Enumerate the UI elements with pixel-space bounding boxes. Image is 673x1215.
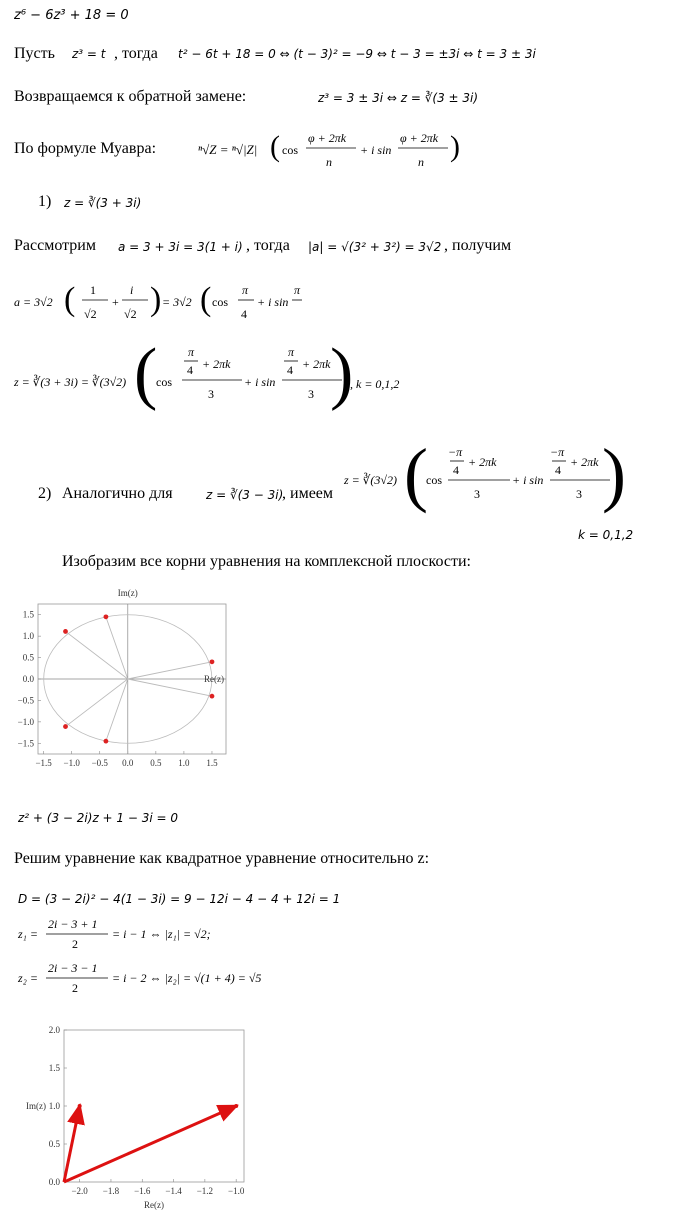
moivre-num-2: φ + 2πk <box>400 131 439 145</box>
svg-text:): ) <box>150 281 162 318</box>
case1-label: 1) <box>38 193 52 210</box>
x-tick-label: 1.5 <box>206 758 218 768</box>
svg-text:+ 2πk: + 2πk <box>468 455 497 469</box>
y-tick-label: 0.5 <box>22 652 34 663</box>
root-point <box>210 659 215 664</box>
svg-text:+ 2πk: + 2πk <box>570 455 599 469</box>
root-point <box>104 739 109 744</box>
y-tick-label: −1.0 <box>17 716 34 727</box>
x-tick-label: 0.5 <box>150 758 162 768</box>
x-tick-label: −1.5 <box>35 758 52 768</box>
svg-text:cos: cos <box>212 295 228 309</box>
svg-text:(: ( <box>404 442 428 514</box>
case2-k-range: k = 0,1,2 <box>578 528 634 542</box>
case2-math: z = ∛(3 − 3i) <box>206 488 284 502</box>
x-axis-label: Re(z) <box>204 674 224 684</box>
svg-text:+ i sin: + i sin <box>244 375 276 389</box>
consider-text: Рассмотрим <box>14 237 96 254</box>
consider-get: , получим <box>444 237 512 254</box>
svg-text:1: 1 <box>90 283 96 297</box>
svg-text:4: 4 <box>241 307 247 321</box>
svg-text:= i − 2 ⇔ |z₂| = √(1 + 4) =: = i − 2 ⇔ |z₂| = √(1 + 4) = √5 <box>112 971 262 985</box>
equation-1: z⁶ − 6z³ + 18 = 0 <box>14 8 129 23</box>
svg-text:π: π <box>294 283 301 297</box>
svg-text:2i − 3 − 1: 2i − 3 − 1 <box>48 961 98 975</box>
svg-text:4: 4 <box>453 463 459 477</box>
svg-text:z = ∛(3 + 3i) = ∛(3√2): z = ∛(3 + 3i) = ∛(3√2) <box>14 375 127 389</box>
y-tick-label: −1.5 <box>17 738 34 749</box>
y-axis-label: Im(z) <box>117 588 138 598</box>
root-point <box>63 724 68 729</box>
moivre-formula <box>196 126 466 174</box>
x-tick-label: −1.2 <box>196 1186 214 1196</box>
root-ray <box>65 631 127 679</box>
x-tick-label: 1.0 <box>178 758 190 768</box>
trig-form <box>12 278 302 328</box>
svg-text:(: ( <box>64 281 76 318</box>
return-text: Возвращаемся к обратной замене: <box>14 88 247 105</box>
case1-math: z = ∛(3 + 3i) <box>64 196 142 210</box>
svg-text:+: + <box>112 295 119 309</box>
y-tick-label: 0.5 <box>48 1139 60 1149</box>
moivre-den-2: n <box>418 155 424 169</box>
svg-text:4: 4 <box>287 363 293 377</box>
modulus-math: |a| = √(3² + 3²) = 3√2 <box>308 240 442 254</box>
svg-text:ⁿ√Z = ⁿ√|Z|: ⁿ√Z = ⁿ√|Z| <box>198 142 258 157</box>
svg-text:3: 3 <box>308 387 314 401</box>
svg-text:+ i sin: + i sin <box>512 473 544 487</box>
svg-text:+ 2πk: + 2πk <box>302 357 331 371</box>
svg-text:z₂ =: z₂ = <box>18 971 38 985</box>
solve-text: Решим уравнение как квадратное уравнение относительно z: <box>14 850 430 867</box>
svg-text:π: π <box>288 345 295 359</box>
svg-text:z = ∛(3√2): z = ∛(3√2) <box>344 473 397 487</box>
root-ray <box>106 617 128 679</box>
substitution-text: Пусть <box>14 45 55 62</box>
svg-text:(: ( <box>270 130 280 163</box>
svg-text:): ) <box>450 130 460 163</box>
svg-text:): ) <box>602 442 626 514</box>
vector-endpoint <box>78 1104 82 1108</box>
moivre-num-1: φ + 2πk <box>308 131 347 145</box>
y-tick-label: 2.0 <box>48 1025 60 1035</box>
root-point <box>210 694 215 699</box>
substitution-then: , тогда <box>114 45 158 62</box>
root-ray <box>128 662 212 679</box>
discriminant: D = (3 − 2i)² − 4(1 − 3i) = 9 − 12i − 4 − 4 + 12i = 1 <box>18 892 341 906</box>
svg-text:4: 4 <box>555 463 561 477</box>
svg-text:+ 2πk: + 2πk <box>202 357 231 371</box>
x-tick-label: −1.8 <box>102 1186 120 1196</box>
svg-text:3: 3 <box>576 487 582 501</box>
substitution-math: z³ = t <box>72 47 106 61</box>
consider-math: a = 3 + 3i = 3(1 + i) <box>118 240 243 254</box>
root-ray <box>128 679 212 696</box>
x-tick-label: −1.0 <box>228 1186 245 1196</box>
svg-text:+ i sin: + i sin <box>257 295 289 309</box>
vectors-chart <box>14 1010 254 1210</box>
x-tick-label: −0.5 <box>91 758 108 768</box>
return-math: z³ = 3 ± 3i ⇔ z = ∛(3 ± 3i) <box>318 91 479 105</box>
svg-text:2i − 3 + 1: 2i − 3 + 1 <box>48 917 98 931</box>
consider-then: , тогда <box>246 237 290 254</box>
svg-text:z₁ =: z₁ = <box>18 927 38 941</box>
y-axis-label: Im(z) <box>26 1101 46 1111</box>
x-tick-label: −1.0 <box>63 758 80 768</box>
substitution-chain: t² − 6t + 18 = 0 ⇔ (t − 3)² = −9 ⇔ t − 3 = ±3i ⇔ t = 3 ± 3i <box>178 47 536 61</box>
svg-text:3: 3 <box>474 487 480 501</box>
svg-text:π: π <box>242 283 249 297</box>
equation-2: z² + (3 − 2i)z + 1 − 3i = 0 <box>18 811 179 825</box>
root-point <box>63 629 68 634</box>
vector-endpoint <box>234 1104 238 1108</box>
svg-text:(: ( <box>134 342 158 412</box>
moivre-den-1: n <box>326 155 332 169</box>
x-tick-label: −1.4 <box>165 1186 182 1196</box>
svg-text:= 3√2: = 3√2 <box>162 295 192 309</box>
case2-formula <box>342 442 632 524</box>
root-point <box>104 614 109 619</box>
root-formula <box>12 342 412 422</box>
y-tick-label: 0.0 <box>22 674 34 684</box>
case2-have: , имеем <box>282 485 334 502</box>
plot-intro: Изобразим все корни уравнения на комплексной плоскости: <box>62 553 471 570</box>
case2-text: Аналогично для <box>62 485 173 502</box>
root-ray <box>106 679 128 741</box>
x-tick-label: −2.0 <box>71 1186 88 1196</box>
root-ray <box>65 679 127 727</box>
svg-text:(: ( <box>200 281 212 318</box>
case2-label: 2) <box>38 485 52 502</box>
y-tick-label: 1.5 <box>48 1063 60 1073</box>
svg-text:2: 2 <box>72 937 78 951</box>
svg-text:a = 3√2: a = 3√2 <box>14 295 53 309</box>
y-tick-label: 1.0 <box>22 631 34 642</box>
svg-text:cos: cos <box>282 143 298 157</box>
svg-text:= i − 1 ⇔ |z₁| = √2;: = i − 1 ⇔ |z₁| = √2; <box>112 927 211 941</box>
svg-text:): ) <box>330 342 354 412</box>
z1-solution <box>16 912 276 956</box>
svg-text:i: i <box>130 283 134 297</box>
x-tick-label: −1.6 <box>134 1186 151 1196</box>
svg-text:√2: √2 <box>84 307 97 321</box>
y-tick-label: 1.0 <box>48 1101 60 1111</box>
svg-text:√2: √2 <box>124 307 137 321</box>
x-tick-label: 0.0 <box>122 758 134 768</box>
y-tick-label: −0.5 <box>17 695 34 706</box>
y-tick-label: 0.0 <box>48 1177 60 1187</box>
x-axis-label: Re(z) <box>144 1200 164 1210</box>
svg-text:−π: −π <box>448 445 463 459</box>
svg-text:+ i sin: + i sin <box>360 143 392 157</box>
svg-text:, k = 0,1,2: , k = 0,1,2 <box>350 377 400 391</box>
roots-chart <box>4 584 234 780</box>
svg-text:π: π <box>188 345 195 359</box>
y-tick-label: 1.5 <box>22 609 34 620</box>
svg-text:2: 2 <box>72 981 78 995</box>
plot-frame <box>64 1030 244 1182</box>
solution-vector <box>64 1106 236 1182</box>
svg-text:4: 4 <box>187 363 193 377</box>
svg-text:3: 3 <box>208 387 214 401</box>
z2-solution <box>16 956 306 1000</box>
svg-text:cos: cos <box>156 375 172 389</box>
svg-text:−π: −π <box>550 445 565 459</box>
svg-text:cos: cos <box>426 473 442 487</box>
moivre-text: По формуле Муавра: <box>14 140 157 157</box>
